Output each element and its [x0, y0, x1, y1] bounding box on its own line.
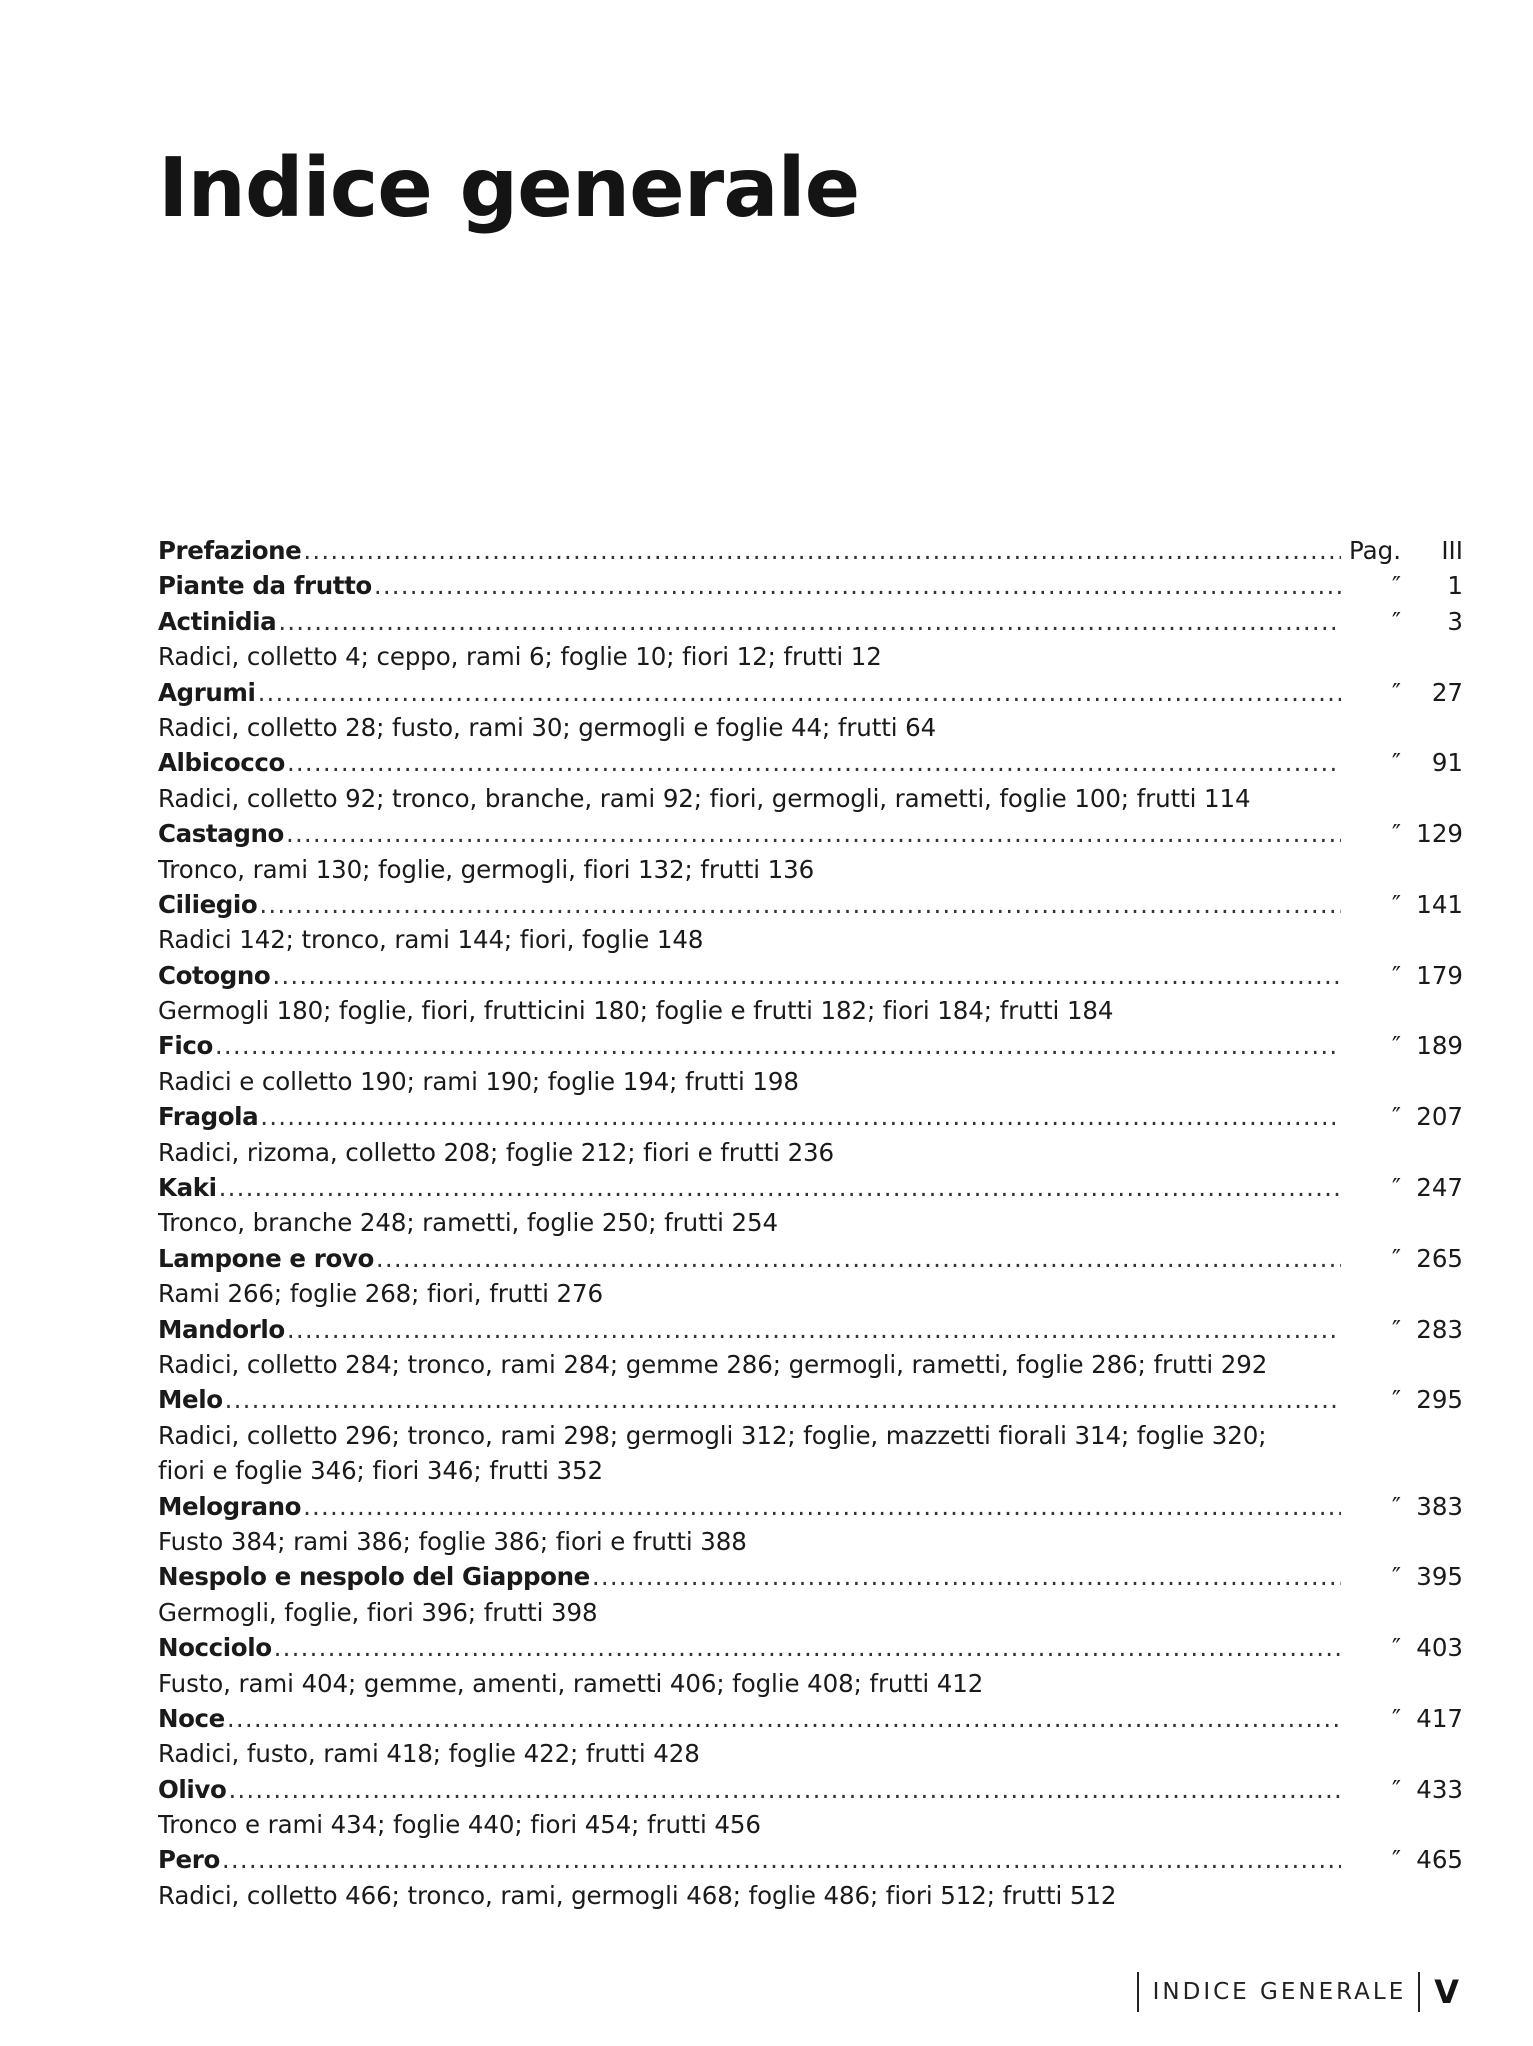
- toc-entry-name: Ciliegio: [158, 889, 258, 919]
- toc-subentry: Tronco, rami 130; foglie, germogli, fiori 132; frutti 136: [158, 854, 815, 884]
- toc-entry: [158, 958, 1463, 993]
- toc-entry-title-group: [158, 1241, 1341, 1276]
- toc-entry-page-prefix: ″: [1391, 1385, 1401, 1415]
- toc-entry-page-number: 247: [1416, 1173, 1463, 1203]
- dot-leader: [228, 1772, 1341, 1807]
- toc-entry-page-number: 207: [1416, 1102, 1463, 1132]
- toc-entry-page-number: 27: [1431, 677, 1463, 707]
- toc-entry-title-group: [158, 1489, 1341, 1524]
- toc-entry-name: Nespolo e nespolo del Giappone: [158, 1562, 590, 1592]
- toc-entry: [158, 604, 1463, 639]
- toc-entry-page-number: 129: [1416, 819, 1463, 849]
- dot-leader: [219, 1170, 1341, 1205]
- toc-entry-page-prefix: ″: [1391, 1031, 1401, 1061]
- dot-leader: [259, 887, 1341, 922]
- footer-page-number: V: [1434, 1973, 1459, 2011]
- toc-subentry: Radici, colletto 466; tronco, rami, germogli 468; foglie 486; fiori 512; frutti 512: [158, 1880, 1117, 1910]
- toc-entry-page-number: 395: [1416, 1562, 1463, 1592]
- toc-entry-name: Olivo: [158, 1774, 227, 1804]
- toc-subentry: Radici, rizoma, colletto 208; foglie 212; fiori e frutti 236: [158, 1137, 835, 1167]
- toc-entry-page-prefix: ″: [1391, 748, 1401, 778]
- toc-entry-name: Lampone e rovo: [158, 1243, 374, 1273]
- toc-subentry: Radici, colletto 296; tronco, rami 298; germogli 312; foglie, mazzetti fiorali 314; foglie 320;: [158, 1420, 1267, 1450]
- dot-leader: [287, 745, 1341, 780]
- toc-entry-title-group: [158, 1382, 1341, 1417]
- running-footer: [1137, 1970, 1459, 2014]
- toc-entry-title-group: [158, 745, 1341, 780]
- toc-subentry: Germogli, foglie, fiori 396; frutti 398: [158, 1597, 598, 1627]
- toc-subentry: fiori e foglie 346; fiori 346; frutti 352: [158, 1456, 603, 1486]
- toc-entry-page-number: 403: [1416, 1633, 1463, 1663]
- toc-entry-page-prefix: ″: [1391, 1845, 1401, 1875]
- toc-entry-name: Melograno: [158, 1491, 302, 1521]
- toc-entry-title-group: [158, 1559, 1341, 1594]
- table-of-contents: [158, 533, 1463, 1913]
- toc-entry-page-prefix: ″: [1391, 1774, 1401, 1804]
- toc-entry-name: Nocciolo: [158, 1633, 272, 1663]
- toc-entry-page-prefix: ″: [1391, 1633, 1401, 1663]
- page-title: Indice generale: [158, 141, 860, 236]
- toc-entry-page-number: 417: [1416, 1703, 1463, 1733]
- toc-entry: [158, 1382, 1463, 1417]
- toc-entry-page-prefix: ″: [1391, 960, 1401, 990]
- dot-leader: [227, 1701, 1341, 1736]
- toc-entry-page-number: 295: [1416, 1385, 1463, 1415]
- toc-entry-page-number: 3: [1447, 606, 1463, 636]
- dot-leader: [287, 1312, 1341, 1347]
- toc-entry-title-group: [158, 1312, 1341, 1347]
- toc-entry-name: Prefazione: [158, 536, 302, 565]
- toc-entry-page-number: 189: [1416, 1031, 1463, 1061]
- toc-entry-page-prefix: ″: [1391, 677, 1401, 707]
- dot-leader: [215, 1028, 1341, 1063]
- toc-entry-page-number: 283: [1416, 1314, 1463, 1344]
- toc-entry-page-prefix: ″: [1391, 1243, 1401, 1273]
- toc-subentry: Tronco, branche 248; rametti, foglie 250; frutti 254: [158, 1208, 778, 1238]
- toc-subentry: Radici, colletto 28; fusto, rami 30; germogli e foglie 44; frutti 64: [158, 712, 937, 742]
- toc-subentry: Radici e colletto 190; rami 190; foglie 194; frutti 198: [158, 1066, 799, 1096]
- toc-entry: [158, 1489, 1463, 1524]
- toc-entry-page-number: 383: [1416, 1491, 1463, 1521]
- toc-entry-title-group: [158, 1772, 1341, 1807]
- toc-entry-page-number: 265: [1416, 1243, 1463, 1273]
- toc-entry-page-prefix: ″: [1391, 819, 1401, 849]
- toc-entry-title-group: [158, 1630, 1341, 1665]
- toc-entry: [158, 568, 1463, 603]
- dot-leader: [303, 533, 1341, 568]
- dot-leader: [374, 568, 1341, 603]
- toc-subentry: Radici, colletto 92; tronco, branche, rami 92; fiori, germogli, rametti, foglie 100; frutti 114: [158, 783, 1251, 813]
- toc-entry-page-number: 465: [1416, 1845, 1463, 1875]
- dot-leader: [303, 1489, 1341, 1524]
- toc-subentry: Radici, colletto 284; tronco, rami 284; gemme 286; germogli, rametti, foglie 286; frutti 292: [158, 1349, 1268, 1379]
- toc-subentry: Fusto, rami 404; gemme, amenti, rametti 406; foglie 408; frutti 412: [158, 1668, 984, 1698]
- toc-subentry: Rami 266; foglie 268; fiori, frutti 276: [158, 1279, 603, 1309]
- toc-entry-name: Albicocco: [158, 748, 285, 778]
- dot-leader: [258, 675, 1341, 710]
- toc-entry-name: Actinidia: [158, 606, 277, 636]
- toc-entry-title-group: [158, 1028, 1341, 1063]
- toc-entry-name: Noce: [158, 1703, 225, 1733]
- dot-leader: [272, 958, 1341, 993]
- toc-entry-page-prefix: ″: [1391, 606, 1401, 636]
- toc-entry-page-prefix: ″: [1391, 571, 1401, 601]
- dot-leader: [376, 1241, 1341, 1276]
- toc-entry-page-prefix: Pag.: [1348, 536, 1401, 565]
- toc-entry-page-number: 179: [1416, 960, 1463, 990]
- toc-subentry: Radici 142; tronco, rami 144; fiori, foglie 148: [158, 925, 704, 955]
- toc-entry-page-number: 433: [1416, 1774, 1463, 1804]
- toc-entry: [158, 533, 1463, 568]
- toc-entry-page-number: 91: [1431, 748, 1463, 778]
- dot-leader: [286, 816, 1341, 851]
- toc-entry-title-group: [158, 1170, 1341, 1205]
- toc-entry-title-group: [158, 887, 1341, 922]
- toc-entry: [158, 1099, 1463, 1134]
- toc-entry-page-number: III: [1441, 536, 1463, 565]
- toc-entry: [158, 745, 1463, 780]
- dot-leader: [274, 1630, 1341, 1665]
- toc-entry-title-group: [158, 533, 1341, 568]
- toc-entry-name: Mandorlo: [158, 1314, 285, 1344]
- toc-entry: [158, 1559, 1463, 1594]
- toc-subentry: Germogli 180; foglie, fiori, frutticini 180; foglie e frutti 182; fiori 184; frutti 184: [158, 996, 1114, 1026]
- toc-entry: [158, 1170, 1463, 1205]
- toc-entry-page-prefix: ″: [1391, 1562, 1401, 1592]
- toc-entry-page-prefix: ″: [1391, 1703, 1401, 1733]
- toc-entry-name: Agrumi: [158, 677, 256, 707]
- toc-entry-title-group: [158, 816, 1341, 851]
- toc-entry: [158, 1701, 1463, 1736]
- toc-subentry: Fusto 384; rami 386; foglie 386; fiori e frutti 388: [158, 1526, 747, 1556]
- toc-entry-page-prefix: ″: [1391, 889, 1401, 919]
- toc-entry-page-number: 141: [1416, 889, 1463, 919]
- toc-entry: [158, 1630, 1463, 1665]
- toc-entry: [158, 1312, 1463, 1347]
- footer-section-label: INDICE GENERALE: [1152, 1979, 1407, 2005]
- toc-entry-name: Fico: [158, 1031, 213, 1061]
- toc-entry-name: Piante da frutto: [158, 571, 372, 601]
- toc-entry-title-group: [158, 1099, 1341, 1134]
- toc-entry-page-prefix: ″: [1391, 1314, 1401, 1344]
- toc-entry-title-group: [158, 604, 1341, 639]
- toc-entry-page-prefix: ″: [1391, 1491, 1401, 1521]
- toc-entry-name: Melo: [158, 1385, 223, 1415]
- toc-subentry: Tronco e rami 434; foglie 440; fiori 454; frutti 456: [158, 1810, 761, 1840]
- toc-entry: [158, 675, 1463, 710]
- dot-leader: [225, 1382, 1341, 1417]
- dot-leader: [222, 1842, 1341, 1877]
- toc-entry: [158, 1028, 1463, 1063]
- toc-entry-title-group: [158, 1701, 1341, 1736]
- dot-leader: [260, 1099, 1341, 1134]
- toc-entry: [158, 887, 1463, 922]
- toc-entry-name: Kaki: [158, 1173, 217, 1203]
- toc-entry-page-number: 1: [1447, 571, 1463, 601]
- toc-entry: [158, 1772, 1463, 1807]
- toc-entry-name: Fragola: [158, 1102, 259, 1132]
- toc-subentry: Radici, fusto, rami 418; foglie 422; frutti 428: [158, 1739, 700, 1769]
- toc-entry-name: Pero: [158, 1845, 220, 1875]
- toc-entry-page-prefix: ″: [1391, 1102, 1401, 1132]
- toc-entry: [158, 1842, 1463, 1877]
- toc-entry: [158, 816, 1463, 851]
- toc-entry-name: Cotogno: [158, 960, 271, 990]
- toc-entry-title-group: [158, 1842, 1341, 1877]
- toc-subentry: Radici, colletto 4; ceppo, rami 6; foglie 10; fiori 12; frutti 12: [158, 642, 882, 672]
- toc-entry: [158, 1241, 1463, 1276]
- toc-entry-title-group: [158, 958, 1341, 993]
- toc-entry-page-prefix: ″: [1391, 1173, 1401, 1203]
- toc-entry-title-group: [158, 675, 1341, 710]
- dot-leader: [592, 1559, 1341, 1594]
- toc-entry-title-group: [158, 568, 1341, 603]
- toc-entry-name: Castagno: [158, 819, 284, 849]
- dot-leader: [278, 604, 1341, 639]
